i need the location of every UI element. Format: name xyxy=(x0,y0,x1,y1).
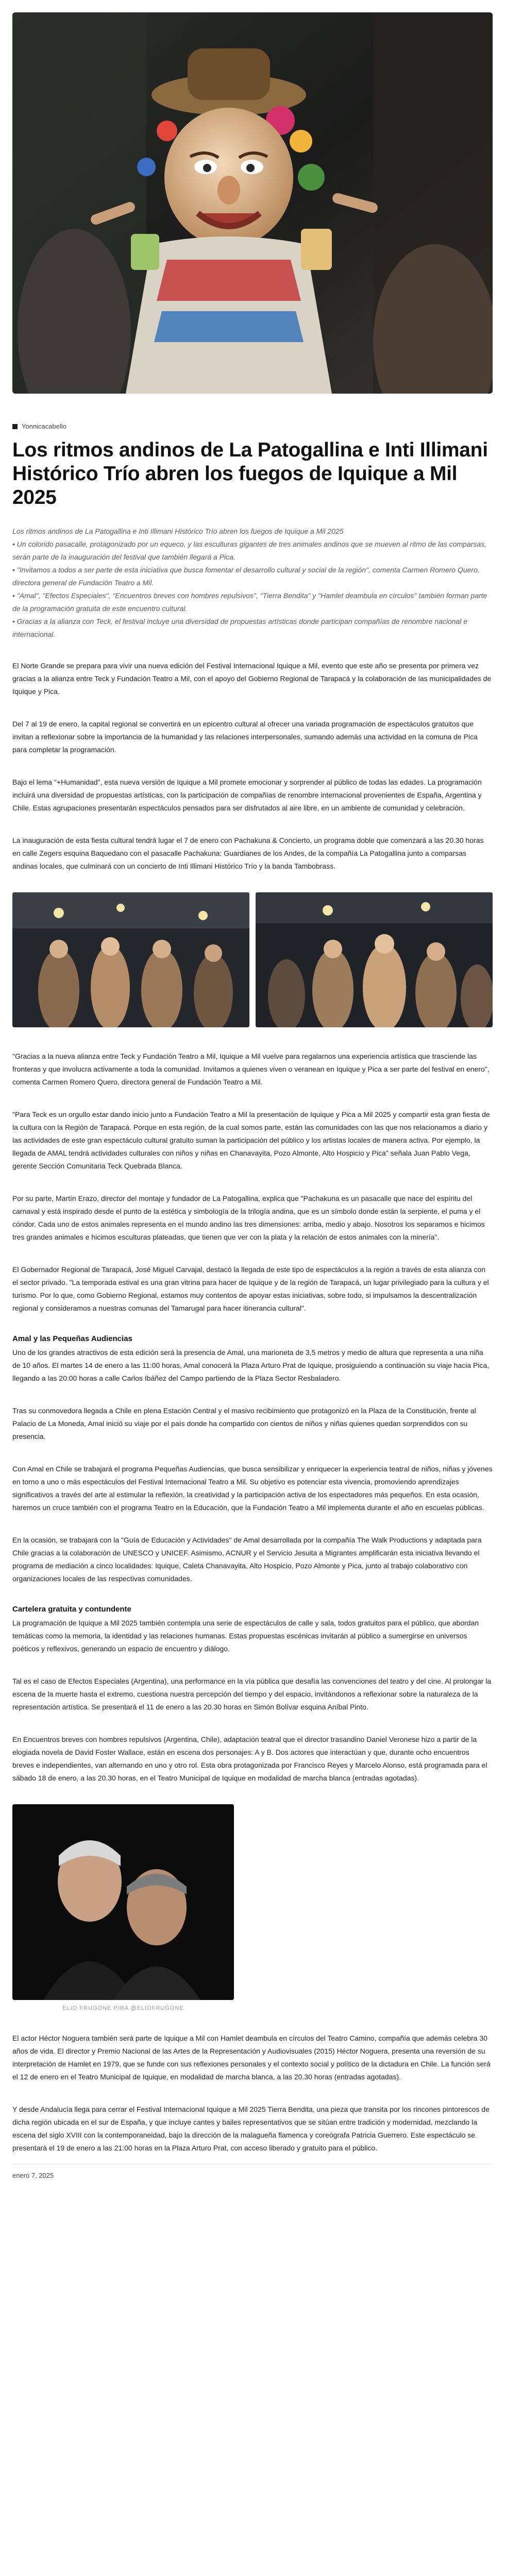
paragraph: Y desde Andalucía llega para cerrar el Festival Internacional Iquique a Mil 2025 Tierra Bendita, una pieza que transita por los rincones pintorescos de dicha región ubicada en el sur de España, y que incluye cantes y bailes representativos que se sitúan entre tradición y modernidad, mezclando la escena del siglo XVIII con la contemporaneidad, bajo la dirección de la malagueña flamenca y coreógrafa Patricia Guerrero. Este espectáculo se presentará el 19 de enero a las 21:00 horas en la Plaza Arturo Prat, con acceso liberado y gratuito para el público. xyxy=(12,2105,490,2152)
publish-date: enero 7, 2025 xyxy=(12,2164,493,2179)
lead-bullet: • Un colorido pasacalle, protagonizado por un equeco, y las esculturas gigantes de tres animales andinos que se mueven al ritmo de las comparsas, serán parte de la inauguración del festival que también llegará a Pica. xyxy=(12,538,493,564)
paragraph: El actor Héctor Noguera también será parte de Iquique a Mil con Hamlet deambula en círculos del Teatro Camino, compañía que además celebra 30 años de vida. El director y Premio Nacional de las Artes de la Representación y Audiovisuales (2015) Héctor Noguera, presenta una reversión de su interpretación de Hamlet en 1979, que se funde con sus reflexiones personales y el contexto social y político de la dictadura en Chile. La función será el 12 de enero en el Teatro Municipal de Iquique, en modalidad de marcha blanca, a las 20.30 horas (entradas agotadas). xyxy=(12,2034,491,2081)
paragraph: El Norte Grande se prepara para vivir una nueva edición del Festival Internacional Iquique a Mil, evento que este año se presenta por primera vez gracias a la alianza entre Teck y Fundación Teatro a Mil, con el apoyo del Gobierno Regional de Tarapacá y la colaboración de las municipalidades de Iquique y Pica. xyxy=(12,662,492,696)
article-lead xyxy=(12,525,493,641)
lead-bullets xyxy=(12,538,493,641)
author-icon xyxy=(12,424,18,429)
article-column xyxy=(12,12,493,2179)
performers-illustration xyxy=(256,892,493,1027)
article-body-c xyxy=(12,2032,493,2155)
article-body-b xyxy=(12,1050,493,1315)
paragraph: En Encuentros breves con hombres repulsivos (Argentina, Chile), adaptación teatral que el director trasandino Daniel Veronese hizo a partir de la elogiada novela de David Foster Wallace, están en escena dos personajes: A y B. Dos actores que interactúan y que, durante ocho encuentros breves e independientes, van alternando en uno y otro rol. Esta obra protagonizada por Francisco Reyes y Marcelo Alonso, está programada para el sábado 18 de enero, a las 20.30 horas, en el Teatro Municipal de Iquique en modalidad de marcha blanca (entradas agotadas). xyxy=(12,1735,487,1782)
paragraph: Bajo el lema "+Humanidad", esta nueva versión de Iquique a Mil promete emocionar y sorprender al público de todas las edades. La programación incluirá una diversidad de propuestas artísticas, con la participación de compañías de renombre internacional provenientes de España, Argentina y Chile. Estas agrupaciones presentarán espectáculos pensados para ser disfrutados al aire libre, en un ambiente de comunidad y celebración. xyxy=(12,778,482,812)
section-heading: Cartelera gratuita y contundente xyxy=(12,1605,131,1614)
paragraph: "Para Teck es un orgullo estar dando inicio junto a Fundación Teatro a Mil la presentación de Iquique y Pica a Mil 2025 y compartir esta gran fiesta de la cultura con la Región de Tarapacá. Porque en esta región, de la cual somos parte, están las comunidades con las que nos relacionamos a diario y las actividades de este gran espectáculo cultural gratuito suman la participación del público y los artistas locales de manera activa. Por ejemplo, la llegada de AMAL tendrá actividades culturales con niños y niñas en Chanavayita, Pozo Almonte, Alto Hospicio y Pica" señala Juan Pablo Vega, gerente Sección Comunitaria Teck Quebrada Blanca. xyxy=(12,1110,490,1170)
section-heading: Amal y las Pequeñas Audiencias xyxy=(12,1334,132,1343)
paragraph: Tal es el caso de Efectos Especiales (Argentina), una performance en la vía pública que desafía las convenciones del teatro y del cine. Al prolongar la escena de la muerte hasta el extremo, cuestiona nuestra percepción del tiempo y del espacio, invitándonos a reflexionar sobre la naturaleza de la representación artística. Se presentará el 11 de enero a las 20.30 horas en Simón Bolívar esquina Aníbal Pinto. xyxy=(12,1677,492,1711)
lead-bullet: • "Invitamos a todos a ser parte de esta iniciativa que busca fomentar el desarrollo cultural y social de la región", comenta Carmen Romero Quero, directora general de Fundación Teatro a Mil. xyxy=(12,564,493,589)
portrait-illustration xyxy=(12,1804,234,2000)
photo-pair xyxy=(12,892,493,1027)
hero-image xyxy=(12,12,493,394)
paragraph: La programación de Iquique a Mil 2025 también contempla una serie de espectáculos de calle y sala, todos gratuitos para el público, que abordan temáticas como la memoria, la identidad y las relaciones humanas. Estas propuestas escénicas invitarán al público a sumergirse en universos poéticos y reflexivos, generando un espacio de encuentro y diálogo. xyxy=(12,1619,479,1653)
hero-illustration xyxy=(12,12,493,394)
paragraph: En la ocasión, se trabajará con la "Guía de Educación y Actividades" de Amal desarrollada por la compañía The Walk Productions y adaptada para Chile gracias a la colaboración de UNESCO y UNICEF. Asimismo, ACNUR y el Servicio Jesuita a Migrantes amplificarán esta iniciativa llevando el programa de mediación a cinco localidades: Iquique, Caleta Chanavayita, Alto Hospicio, Pozo Almonte y Pica, junto al trabajo colaborativo con organizaciones locales de las respectivas comunidades. xyxy=(12,1536,482,1583)
author-link[interactable]: Yonnicacabello xyxy=(22,422,66,430)
lead-bullet: • Gracias a la alianza con Teck, el festival incluye una diversidad de propuestas artísticas donde participan compañías de renombre nacional e internacional. xyxy=(12,615,493,641)
photo-performers-right xyxy=(256,892,493,1027)
paragraph: La inauguración de esta fiesta cultural tendrá lugar el 7 de enero con Pachakuna & Concierto, un programa doble que comenzará a las 20.30 horas en calle Zegers esquina Baquedano con el pasacalle Pachakuna: Guardianes de los Andes, de la compañía La Patogallina junto a comparsas andinas locales, que culminará con un concierto de Inti Illimani Histórico Trío y la banda Tambobrass. xyxy=(12,836,484,870)
section-amal xyxy=(12,1334,493,1585)
performers-illustration xyxy=(12,892,249,1027)
portrait-photo xyxy=(12,1804,234,2000)
paragraph: Tras su conmovedora llegada a Chile en plena Estación Central y el masivo recibimiento que protagonizó en la Plaza de la Constitución, frente al Palacio de La Moneda, Amal inició su viaje por el país donde ha compartido con cientos de niños y niñas quienes quedan sorprendidos con su presencia. xyxy=(12,1406,476,1440)
article-body-a xyxy=(12,659,493,873)
byline xyxy=(12,422,493,430)
paragraph: Por su parte, Martín Erazo, director del montaje y fundador de La Patogallina, explica que "Pachakuna es un pasacalle que nace del espíritu del carnaval y está inspirado desde el punto de la estética y simbología de la trilogía andina, que es un símbolo donde están la serpiente, el puma y el cóndor. Cada uno de estos animales representa en el mundo andino las tres dimensiones: arriba, medio y abajo. Nosotros los separamos e hicimos tres grandes animales e hicimos esculturas plateadas, que tienen que ver con la plata y la relación de estos animales con la minería". xyxy=(12,1194,485,1241)
photo-performers-left xyxy=(12,892,249,1027)
article-title: Los ritmos andinos de La Patogallina e Inti Illimani Histórico Trío abren los fuegos de Iquique a Mil 2025 xyxy=(12,439,488,509)
paragraph: "Gracias a la nueva alianza entre Teck y Fundación Teatro a Mil, Iquique a Mil vuelve para regalarnos una experiencia artística que trasciende las fronteras y que involucra activamente a toda la comunidad. Invitamos a quienes viven o veranean en Iquique y Pica a ser parte del festival en enero", comenta Carmen Romero Quero, directora general de Fundación Teatro a Mil. xyxy=(12,1052,490,1086)
paragraph: Del 7 al 19 de enero, la capital regional se convertirá en un epicentro cultural al ofrecer una variada programación de espectáculos gratuitos que invitan a reflexionar sobre la importancia de la humanidad y las relaciones interpersonales, sumando además una actividad en la comuna de Pica para completar la programación. xyxy=(12,720,478,754)
lead-bullet: • "Amal", "Efectos Especiales", "Encuentros breves con hombres repulsivos", "Tierra Bendita" y "Hamlet deambula en círculos" también forman parte de la programación gratuita de este encuentro cultural. xyxy=(12,589,493,615)
paragraph: Con Amal en Chile se trabajará el programa Pequeñas Audiencias, que busca sensibilizar y enriquecer la experiencia teatral de niños, niñas y jóvenes en torno a uno o más espectáculos del Festival Internacional Teatro a Mil. Su objetivo es potenciar esta vivencia, promoviendo aprendizajes significativos a través del arte al estimular la reflexión, la creatividad y la participación activa de los espectadores más pequeños. En esta ocasión, haremos un cruce también con el programa Teatro en la Educación, que la Fundación Teatro a Mil implementa durante el año en escuelas públicas. xyxy=(12,1465,493,1512)
portrait-caption: ELIO FRUGONE PIRA @ELIOFRUGONE xyxy=(62,2005,184,2011)
lead-intro: Los ritmos andinos de La Patogallina e Inti Illimani Histórico Trío abren los fuegos de Iquique a Mil 2025 xyxy=(12,527,344,535)
section-cartelera xyxy=(12,1605,493,1785)
paragraph: Uno de los grandes atractivos de esta edición será la presencia de Amal, una marioneta de 3,5 metros y medio de altura que representa a una niña de 10 años. El martes 14 de enero a las 11:00 horas, Amal conocerá la Plaza Arturo Prat de Iquique, prosiguiendo a continuación su viaje hacia Pica, llegando a las 20:00 horas a calle Carlos Ibáñez del Campo partiendo de la Plaza Sector Resbaladero. xyxy=(12,1348,490,1382)
paragraph: El Gobernador Regional de Tarapacá, José Miguel Carvajal, destacó la llegada de este tipo de espectáculos a la región a través de esta alianza con el sector privado. "La temporada estival es una gran vitrina para hacer de Iquique y de la región de Tarapacá, un lugar privilegiado para la cultura y el turismo. Por lo que, como Gobierno Regional, estamos muy contentos de apoyar estas iniciativas, sobre todo, si impulsamos la descentralización regional y consideramos a nuestras comunas del Tamarugal para hacer itinerancia cultural". xyxy=(12,1265,489,1312)
